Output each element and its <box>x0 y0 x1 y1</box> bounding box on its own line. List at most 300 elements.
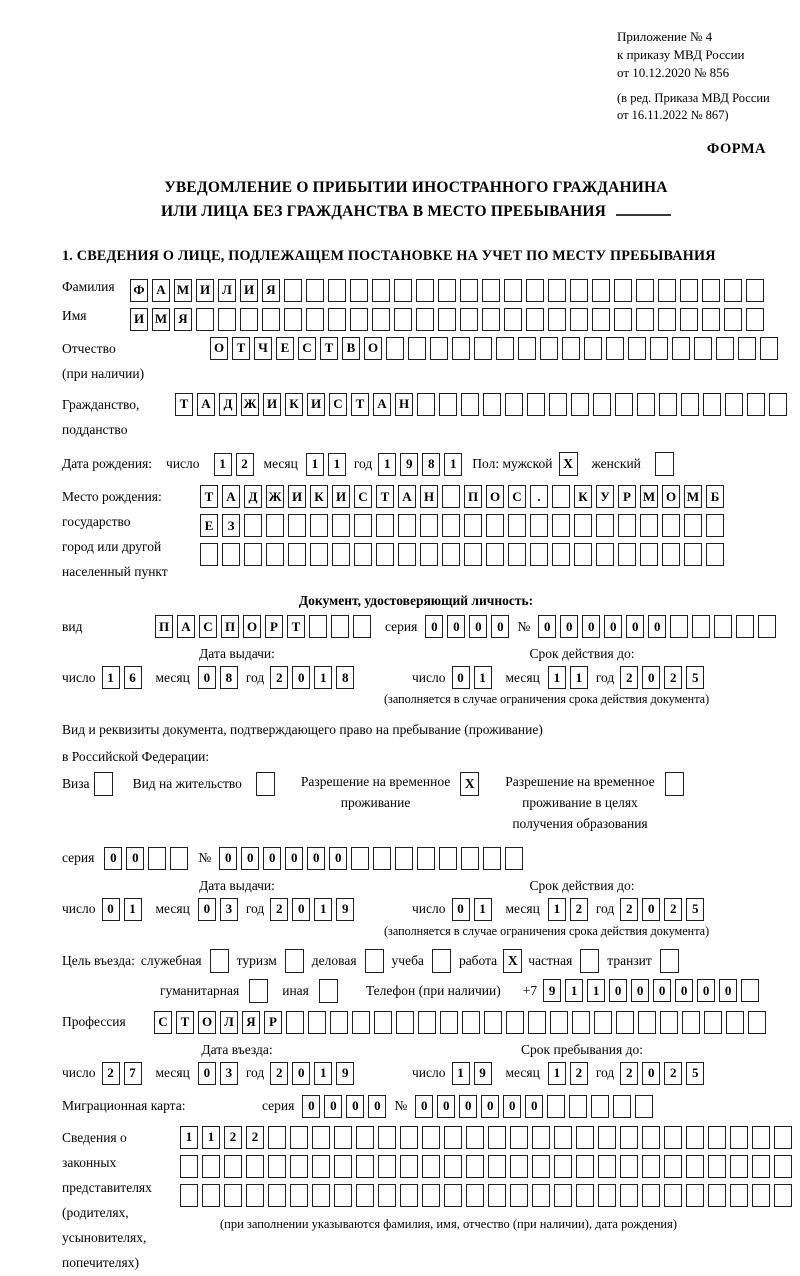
cell[interactable] <box>484 1011 502 1034</box>
cell[interactable] <box>244 543 262 566</box>
purpose-business-checkbox[interactable] <box>365 949 384 973</box>
representatives-row1-cells[interactable] <box>180 1126 796 1149</box>
cell[interactable]: А <box>152 279 170 302</box>
cell[interactable] <box>618 543 636 566</box>
sex-female-checkbox[interactable] <box>655 452 674 476</box>
visa-checkbox[interactable] <box>94 772 113 796</box>
cell[interactable] <box>372 279 390 302</box>
cell[interactable] <box>418 1011 436 1034</box>
cell[interactable]: П <box>464 485 482 508</box>
cell[interactable]: Я <box>174 308 192 331</box>
cell[interactable] <box>334 1126 352 1149</box>
cell[interactable]: Е <box>200 514 218 537</box>
entry-month-cells[interactable] <box>198 1062 242 1085</box>
cell[interactable] <box>616 1011 634 1034</box>
cell[interactable] <box>262 308 280 331</box>
cell[interactable]: 0 <box>648 615 666 638</box>
cell[interactable]: 0 <box>560 615 578 638</box>
cell[interactable]: М <box>640 485 658 508</box>
cell[interactable] <box>416 279 434 302</box>
cell[interactable] <box>598 1126 616 1149</box>
cell[interactable] <box>725 393 743 416</box>
cell[interactable]: О <box>662 485 680 508</box>
cell[interactable] <box>400 1155 418 1178</box>
cell[interactable] <box>394 279 412 302</box>
cell[interactable] <box>598 1155 616 1178</box>
iddoc-valid-year-cells[interactable] <box>620 666 708 689</box>
cell[interactable] <box>461 847 479 870</box>
cell[interactable] <box>398 543 416 566</box>
cell[interactable] <box>684 514 702 537</box>
cell[interactable]: Е <box>276 337 294 360</box>
cell[interactable] <box>548 279 566 302</box>
cell[interactable]: 0 <box>604 615 622 638</box>
cell[interactable] <box>306 279 324 302</box>
cell[interactable]: 9 <box>336 898 354 921</box>
doc-number-cells[interactable] <box>538 615 780 638</box>
cell[interactable] <box>508 514 526 537</box>
cell[interactable] <box>332 514 350 537</box>
cell[interactable]: 0 <box>642 898 660 921</box>
cell[interactable] <box>460 279 478 302</box>
cell[interactable] <box>620 1184 638 1207</box>
purpose-private-checkbox[interactable] <box>580 949 599 973</box>
cell[interactable] <box>394 308 412 331</box>
cell[interactable] <box>334 1155 352 1178</box>
cell[interactable] <box>310 514 328 537</box>
cell[interactable]: 0 <box>368 1095 386 1118</box>
cell[interactable]: 1 <box>124 898 142 921</box>
iddoc-issue-day-cells[interactable] <box>102 666 146 689</box>
staydoc-series-cells[interactable] <box>104 847 192 870</box>
cell[interactable] <box>268 1126 286 1149</box>
cell[interactable] <box>444 1184 462 1207</box>
surname-cells[interactable] <box>130 279 768 302</box>
cell[interactable]: О <box>210 337 228 360</box>
cell[interactable] <box>704 1011 722 1034</box>
birthplace-row3-cells[interactable] <box>200 543 728 566</box>
cell[interactable]: 0 <box>292 666 310 689</box>
cell[interactable] <box>554 1155 572 1178</box>
purpose-other-checkbox[interactable] <box>319 979 338 1003</box>
cell[interactable] <box>550 1011 568 1034</box>
cell[interactable] <box>686 1126 704 1149</box>
sex-male-checkbox[interactable]: X <box>559 452 578 476</box>
cell[interactable]: 0 <box>329 847 347 870</box>
cell[interactable] <box>510 1184 528 1207</box>
cell[interactable]: 1 <box>102 666 120 689</box>
cell[interactable]: 0 <box>198 666 216 689</box>
cell[interactable] <box>439 847 457 870</box>
cell[interactable]: Т <box>376 485 394 508</box>
cell[interactable]: 1 <box>378 453 396 476</box>
cell[interactable] <box>584 337 602 360</box>
cell[interactable] <box>200 543 218 566</box>
cell[interactable]: 0 <box>653 979 671 1002</box>
cell[interactable]: 2 <box>270 898 288 921</box>
cell[interactable] <box>527 393 545 416</box>
cell[interactable] <box>376 514 394 537</box>
cell[interactable] <box>606 337 624 360</box>
cell[interactable] <box>486 514 504 537</box>
cell[interactable]: 6 <box>124 666 142 689</box>
cell[interactable] <box>378 1184 396 1207</box>
cell[interactable] <box>774 1126 792 1149</box>
cell[interactable]: Р <box>618 485 636 508</box>
cell[interactable] <box>438 279 456 302</box>
cell[interactable]: 0 <box>126 847 144 870</box>
cell[interactable]: З <box>222 514 240 537</box>
cell[interactable]: 0 <box>198 898 216 921</box>
purpose-humanitarian-checkbox[interactable] <box>249 979 268 1003</box>
cell[interactable]: 0 <box>452 898 470 921</box>
birth-year-cells[interactable] <box>378 453 466 476</box>
cell[interactable] <box>288 543 306 566</box>
cell[interactable] <box>570 279 588 302</box>
cell[interactable]: И <box>196 279 214 302</box>
cell[interactable] <box>246 1155 264 1178</box>
cell[interactable] <box>540 337 558 360</box>
cell[interactable] <box>504 279 522 302</box>
cell[interactable]: О <box>243 615 261 638</box>
cell[interactable] <box>350 279 368 302</box>
cell[interactable] <box>180 1184 198 1207</box>
purpose-tourism-checkbox[interactable] <box>285 949 304 973</box>
cell[interactable]: 2 <box>236 453 254 476</box>
staydoc-issue-year-cells[interactable] <box>270 898 358 921</box>
cell[interactable]: 2 <box>570 1062 588 1085</box>
cell[interactable] <box>664 1155 682 1178</box>
cell[interactable] <box>659 393 677 416</box>
cell[interactable] <box>202 1155 220 1178</box>
cell[interactable]: 2 <box>224 1126 242 1149</box>
iddoc-valid-month-cells[interactable] <box>548 666 592 689</box>
cell[interactable]: 0 <box>302 1095 320 1118</box>
cell[interactable]: И <box>332 485 350 508</box>
staydoc-number-cells[interactable] <box>219 847 527 870</box>
cell[interactable] <box>266 543 284 566</box>
cell[interactable] <box>352 1011 370 1034</box>
cell[interactable] <box>266 514 284 537</box>
cell[interactable]: 0 <box>219 847 237 870</box>
cell[interactable]: 0 <box>582 615 600 638</box>
cell[interactable] <box>746 308 764 331</box>
cell[interactable] <box>328 308 346 331</box>
cell[interactable]: Л <box>220 1011 238 1034</box>
cell[interactable] <box>466 1184 484 1207</box>
iddoc-valid-day-cells[interactable] <box>452 666 496 689</box>
cell[interactable] <box>574 543 592 566</box>
cell[interactable] <box>758 615 776 638</box>
cell[interactable] <box>396 1011 414 1034</box>
cell[interactable] <box>686 1184 704 1207</box>
cell[interactable]: А <box>222 485 240 508</box>
cell[interactable] <box>354 543 372 566</box>
cell[interactable]: Н <box>395 393 413 416</box>
cell[interactable]: А <box>197 393 215 416</box>
birth-month-cells[interactable] <box>306 453 350 476</box>
cell[interactable] <box>552 543 570 566</box>
cell[interactable]: 0 <box>425 615 443 638</box>
cell[interactable] <box>148 847 166 870</box>
cell[interactable] <box>572 1011 590 1034</box>
cell[interactable]: П <box>155 615 173 638</box>
cell[interactable] <box>312 1184 330 1207</box>
cell[interactable]: 0 <box>437 1095 455 1118</box>
cell[interactable]: И <box>288 485 306 508</box>
cell[interactable] <box>670 615 688 638</box>
birthplace-row1-cells[interactable] <box>200 485 728 508</box>
cell[interactable] <box>420 514 438 537</box>
cell[interactable] <box>549 393 567 416</box>
cell[interactable] <box>504 308 522 331</box>
cell[interactable]: 0 <box>459 1095 477 1118</box>
cell[interactable]: О <box>198 1011 216 1034</box>
cell[interactable]: 2 <box>620 898 638 921</box>
cell[interactable] <box>694 337 712 360</box>
cell[interactable] <box>438 308 456 331</box>
cell[interactable]: И <box>240 279 258 302</box>
cell[interactable] <box>591 1095 609 1118</box>
cell[interactable] <box>736 615 754 638</box>
cell[interactable] <box>506 1011 524 1034</box>
cell[interactable]: 2 <box>570 898 588 921</box>
cell[interactable]: 0 <box>609 979 627 1002</box>
cell[interactable] <box>268 1155 286 1178</box>
cell[interactable] <box>724 279 742 302</box>
cell[interactable]: Т <box>176 1011 194 1034</box>
cell[interactable] <box>224 1155 242 1178</box>
cell[interactable] <box>482 308 500 331</box>
cell[interactable] <box>444 1155 462 1178</box>
cell[interactable]: 9 <box>474 1062 492 1085</box>
doc-series-cells[interactable] <box>425 615 513 638</box>
cell[interactable] <box>706 543 724 566</box>
cell[interactable]: 0 <box>697 979 715 1002</box>
cell[interactable] <box>308 1011 326 1034</box>
cell[interactable] <box>741 979 759 1002</box>
cell[interactable]: Т <box>351 393 369 416</box>
cell[interactable] <box>680 279 698 302</box>
cell[interactable]: 0 <box>241 847 259 870</box>
cell[interactable]: 0 <box>102 898 120 921</box>
cell[interactable] <box>752 1126 770 1149</box>
cell[interactable] <box>598 1184 616 1207</box>
cell[interactable]: С <box>508 485 526 508</box>
cell[interactable]: М <box>174 279 192 302</box>
cell[interactable] <box>547 1095 565 1118</box>
cell[interactable]: 1 <box>452 1062 470 1085</box>
cell[interactable]: 0 <box>642 1062 660 1085</box>
cell[interactable] <box>774 1155 792 1178</box>
cell[interactable] <box>505 393 523 416</box>
cell[interactable] <box>496 337 514 360</box>
cell[interactable] <box>417 393 435 416</box>
cell[interactable] <box>240 308 258 331</box>
purpose-transit-checkbox[interactable] <box>660 949 679 973</box>
cell[interactable]: С <box>199 615 217 638</box>
cell[interactable] <box>510 1126 528 1149</box>
cell[interactable]: 1 <box>570 666 588 689</box>
cell[interactable] <box>532 1155 550 1178</box>
cell[interactable] <box>372 308 390 331</box>
cell[interactable] <box>461 393 479 416</box>
cell[interactable] <box>244 514 262 537</box>
cell[interactable] <box>400 1126 418 1149</box>
cell[interactable]: 2 <box>270 666 288 689</box>
representatives-row2-cells[interactable] <box>180 1155 796 1178</box>
cell[interactable]: 1 <box>474 898 492 921</box>
cell[interactable]: Т <box>232 337 250 360</box>
cell[interactable] <box>395 847 413 870</box>
cell[interactable]: 0 <box>719 979 737 1002</box>
cell[interactable] <box>505 847 523 870</box>
citizenship-cells[interactable] <box>175 393 791 416</box>
cell[interactable] <box>332 543 350 566</box>
cell[interactable] <box>462 1011 480 1034</box>
cell[interactable] <box>730 1126 748 1149</box>
cell[interactable] <box>486 543 504 566</box>
cell[interactable]: 1 <box>306 453 324 476</box>
cell[interactable]: 1 <box>314 898 332 921</box>
cell[interactable] <box>552 485 570 508</box>
purpose-study-checkbox[interactable] <box>432 949 451 973</box>
cell[interactable] <box>452 337 470 360</box>
cell[interactable]: К <box>574 485 592 508</box>
migration-card-series-cells[interactable] <box>302 1095 390 1118</box>
iddoc-issue-year-cells[interactable] <box>270 666 358 689</box>
cell[interactable] <box>464 543 482 566</box>
cell[interactable] <box>672 337 690 360</box>
cell[interactable] <box>170 847 188 870</box>
cell[interactable]: Д <box>219 393 237 416</box>
cell[interactable] <box>618 514 636 537</box>
cell[interactable] <box>635 1095 653 1118</box>
purpose-official-checkbox[interactable] <box>210 949 229 973</box>
cell[interactable]: Я <box>262 279 280 302</box>
cell[interactable] <box>444 1126 462 1149</box>
cell[interactable]: 2 <box>102 1062 120 1085</box>
cell[interactable] <box>290 1126 308 1149</box>
cell[interactable] <box>312 1155 330 1178</box>
cell[interactable]: С <box>298 337 316 360</box>
cell[interactable] <box>571 393 589 416</box>
cell[interactable] <box>614 279 632 302</box>
cell[interactable]: 0 <box>285 847 303 870</box>
cell[interactable] <box>306 308 324 331</box>
cell[interactable] <box>748 1011 766 1034</box>
temp-residence-edu-checkbox[interactable] <box>665 772 684 796</box>
cell[interactable]: 0 <box>675 979 693 1002</box>
cell[interactable] <box>422 1184 440 1207</box>
cell[interactable] <box>752 1184 770 1207</box>
cell[interactable] <box>286 1011 304 1034</box>
cell[interactable]: 0 <box>631 979 649 1002</box>
cell[interactable]: И <box>263 393 281 416</box>
cell[interactable]: 0 <box>481 1095 499 1118</box>
cell[interactable] <box>593 393 611 416</box>
cell[interactable] <box>430 337 448 360</box>
cell[interactable] <box>483 847 501 870</box>
phone-cells[interactable] <box>543 979 763 1002</box>
patronymic-cells[interactable] <box>210 337 782 360</box>
cell[interactable] <box>702 308 720 331</box>
cell[interactable]: 9 <box>336 1062 354 1085</box>
cell[interactable]: Д <box>244 485 262 508</box>
cell[interactable]: А <box>177 615 195 638</box>
cell[interactable] <box>328 279 346 302</box>
cell[interactable]: 8 <box>422 453 440 476</box>
cell[interactable] <box>769 393 787 416</box>
cell[interactable] <box>570 308 588 331</box>
cell[interactable] <box>224 1184 242 1207</box>
cell[interactable] <box>620 1155 638 1178</box>
cell[interactable] <box>552 514 570 537</box>
cell[interactable] <box>636 279 654 302</box>
cell[interactable]: . <box>530 485 548 508</box>
cell[interactable] <box>482 279 500 302</box>
cell[interactable]: 0 <box>263 847 281 870</box>
cell[interactable] <box>376 543 394 566</box>
cell[interactable] <box>637 393 655 416</box>
cell[interactable] <box>488 1155 506 1178</box>
cell[interactable] <box>464 514 482 537</box>
cell[interactable]: 0 <box>452 666 470 689</box>
cell[interactable] <box>703 393 721 416</box>
cell[interactable] <box>730 1155 748 1178</box>
cell[interactable] <box>682 1011 700 1034</box>
cell[interactable] <box>726 1011 744 1034</box>
staydoc-valid-day-cells[interactable] <box>452 898 496 921</box>
cell[interactable] <box>309 615 327 638</box>
cell[interactable] <box>532 1126 550 1149</box>
cell[interactable] <box>569 1095 587 1118</box>
cell[interactable] <box>592 308 610 331</box>
cell[interactable]: 9 <box>543 979 561 1002</box>
cell[interactable]: Р <box>265 615 283 638</box>
cell[interactable] <box>614 308 632 331</box>
cell[interactable]: 0 <box>469 615 487 638</box>
cell[interactable] <box>747 393 765 416</box>
cell[interactable]: Я <box>242 1011 260 1034</box>
cell[interactable]: 3 <box>220 898 238 921</box>
cell[interactable] <box>681 393 699 416</box>
cell[interactable] <box>594 1011 612 1034</box>
stay-until-month-cells[interactable] <box>548 1062 592 1085</box>
cell[interactable]: 2 <box>664 898 682 921</box>
entry-year-cells[interactable] <box>270 1062 358 1085</box>
cell[interactable] <box>642 1126 660 1149</box>
cell[interactable]: 0 <box>198 1062 216 1085</box>
cell[interactable]: И <box>130 308 148 331</box>
cell[interactable] <box>290 1184 308 1207</box>
stay-until-day-cells[interactable] <box>452 1062 496 1085</box>
cell[interactable]: У <box>596 485 614 508</box>
staydoc-valid-year-cells[interactable] <box>620 898 708 921</box>
cell[interactable] <box>738 337 756 360</box>
cell[interactable] <box>596 543 614 566</box>
cell[interactable]: И <box>307 393 325 416</box>
cell[interactable]: 9 <box>400 453 418 476</box>
cell[interactable]: 0 <box>104 847 122 870</box>
cell[interactable]: А <box>373 393 391 416</box>
cell[interactable] <box>702 279 720 302</box>
cell[interactable] <box>202 1184 220 1207</box>
cell[interactable]: 1 <box>548 666 566 689</box>
cell[interactable] <box>218 308 236 331</box>
iddoc-issue-month-cells[interactable] <box>198 666 242 689</box>
cell[interactable] <box>554 1126 572 1149</box>
